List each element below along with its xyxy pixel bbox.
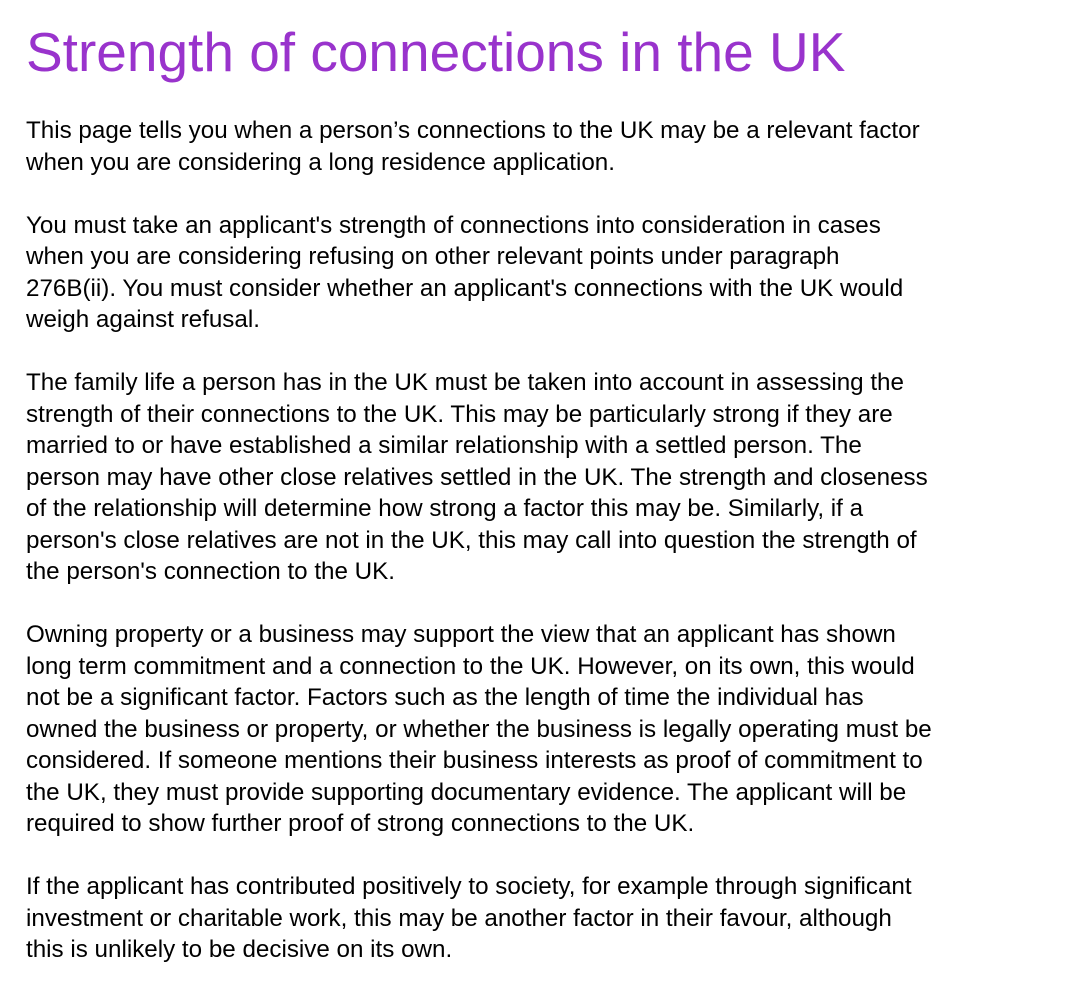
paragraph-line: owned the business or property, or whether the business is legally operating must be — [26, 715, 932, 743]
paragraph-line: married to or have established a similar relationship with a settled person. The — [26, 432, 862, 459]
paragraph-line: You must take an applicant's strength of connections into consideration in cases — [26, 211, 881, 239]
paragraph-line: when you are considering a long residence application. — [26, 148, 615, 176]
paragraph-line: strength of their connections to the UK. This may be particularly strong if they are — [26, 400, 893, 428]
paragraph-line: person may have other close relatives settled in the UK. The strength and closeness — [26, 463, 928, 491]
body-paragraph — [26, 115, 1066, 178]
body-paragraph — [26, 367, 1066, 588]
paragraph-line: required to show further proof of strong connections to the UK. — [26, 810, 695, 837]
document-body — [26, 115, 1066, 966]
body-paragraph — [26, 871, 1066, 966]
paragraph-line: the UK, they must provide supporting documentary evidence. The applicant will be — [26, 778, 907, 806]
paragraph-line: This page tells you when a person’s connections to the UK may be a relevant factor — [26, 117, 920, 144]
paragraph-line: investment or charitable work, this may be another factor in their favour, although — [26, 904, 892, 932]
body-paragraph — [26, 619, 1066, 840]
document-page — [26, 14, 1066, 997]
page-title: Strength of connections in the UK — [26, 21, 846, 83]
paragraph-line: Owning property or a business may support the view that an applicant has shown — [26, 621, 896, 648]
paragraph-line: when you are considering refusing on other relevant points under paragraph — [26, 243, 840, 270]
paragraph-line: this is unlikely to be decisive on its own. — [26, 936, 453, 963]
paragraph-line: 276B(ii). You must consider whether an applicant's connections with the UK would — [26, 274, 904, 302]
paragraph-line: of the relationship will determine how strong a factor this may be. Similarly, if a — [26, 495, 864, 522]
paragraph-line: weigh against refusal. — [26, 306, 260, 333]
paragraph-line: If the applicant has contributed positively to society, for example through significant — [26, 873, 912, 900]
paragraph-line: person's close relatives are not in the UK, this may call into question the strength of — [26, 526, 917, 554]
body-paragraph — [26, 210, 1066, 336]
paragraph-line: considered. If someone mentions their business interests as proof of commitment to — [26, 747, 923, 774]
paragraph-line: The family life a person has in the UK must be taken into account in assessing the — [26, 369, 904, 396]
paragraph-line: not be a significant factor. Factors such as the length of time the individual has — [26, 684, 864, 711]
paragraph-line: long term commitment and a connection to the UK. However, on its own, this would — [26, 652, 915, 680]
paragraph-line: the person's connection to the UK. — [26, 558, 396, 585]
